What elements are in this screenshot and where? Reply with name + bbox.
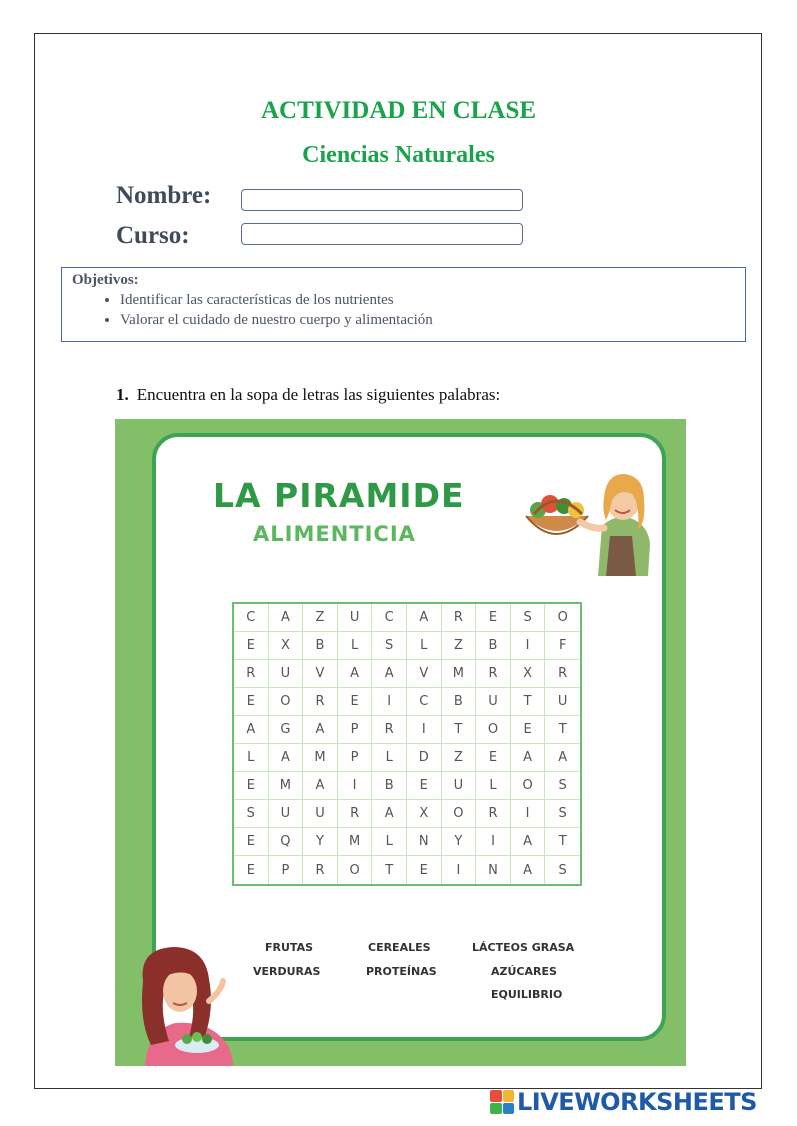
grid-cell[interactable]: N [407, 828, 442, 856]
question-number: 1. [116, 385, 129, 404]
grid-cell[interactable]: S [558, 862, 567, 878]
watermark [490, 1088, 757, 1116]
subject-title: Ciencias Naturales [302, 142, 495, 168]
objectives-box [61, 267, 746, 342]
grid-cell[interactable]: N [476, 856, 511, 884]
grid-cell[interactable]: A [372, 800, 407, 828]
word-list-item: FRUTAS [265, 941, 314, 954]
grid-cell[interactable]: E [234, 856, 269, 884]
grid-cell[interactable]: O [545, 604, 580, 632]
question-1 [116, 385, 500, 405]
grid-cell[interactable]: V [303, 660, 338, 688]
grid-cell[interactable]: A [303, 772, 338, 800]
grid-cell[interactable]: G [269, 716, 304, 744]
grid-cell[interactable]: F [545, 632, 580, 660]
grid-cell[interactable]: M [442, 660, 477, 688]
grid-cell[interactable]: Z [442, 744, 477, 772]
grid-cell[interactable]: Y [442, 828, 477, 856]
grid-cell[interactable]: U [303, 800, 338, 828]
grid-cell[interactable]: L [407, 632, 442, 660]
grid-cell[interactable]: O [511, 772, 546, 800]
grid-cell[interactable]: B [303, 632, 338, 660]
grid-cell[interactable]: U [338, 604, 373, 632]
grid-cell[interactable]: P [269, 856, 304, 884]
grid-cell[interactable]: T [442, 716, 477, 744]
grid-cell[interactable]: I [476, 828, 511, 856]
grid-cell[interactable]: X [407, 800, 442, 828]
grid-cell[interactable]: I [338, 772, 373, 800]
grid-cell[interactable]: M [269, 772, 304, 800]
grid-cell[interactable]: R [476, 800, 511, 828]
liveworksheets-logo-icon [490, 1090, 514, 1114]
grid-cell[interactable]: I [407, 716, 442, 744]
grid-cell[interactable]: T [545, 828, 580, 856]
grid-cell[interactable]: E [476, 604, 511, 632]
grid-cell[interactable]: B [476, 632, 511, 660]
objective-item: • Identificar las características de los nutrientes [120, 290, 735, 310]
grid-cell[interactable]: A [234, 716, 269, 744]
grid-cell[interactable]: U [476, 688, 511, 716]
grid-cell[interactable]: S [372, 632, 407, 660]
grid-cell[interactable]: M [303, 744, 338, 772]
grid-cell[interactable]: R [303, 688, 338, 716]
grid-cell[interactable]: I [372, 688, 407, 716]
poster-subtitle: ALIMENTICIA [253, 522, 416, 546]
grid-cell[interactable]: C [407, 688, 442, 716]
grid-cell[interactable]: Z [303, 604, 338, 632]
grid-cell[interactable]: T [545, 716, 580, 744]
word-search-poster [115, 419, 686, 1066]
grid-cell[interactable]: B [372, 772, 407, 800]
grid-cell[interactable]: L [372, 744, 407, 772]
grid-cell[interactable]: L [372, 828, 407, 856]
grid-cell[interactable]: A [545, 744, 580, 772]
grid-cell[interactable]: L [338, 632, 373, 660]
grid-cell[interactable]: S [545, 800, 580, 828]
grid-cell[interactable]: A [511, 828, 546, 856]
word-list-item: LÁCTEOS GRASA [472, 941, 575, 954]
grid-cell[interactable]: L [234, 744, 269, 772]
word-search-grid [232, 602, 582, 886]
grid-cell[interactable]: L [476, 772, 511, 800]
grid-cell[interactable]: S [545, 772, 580, 800]
grid-cell[interactable]: R [442, 604, 477, 632]
word-list-item: AZÚCARES [491, 965, 557, 978]
grid-cell[interactable]: R [234, 660, 269, 688]
grid-cell[interactable]: Z [442, 632, 477, 660]
grid-cell[interactable]: X [511, 660, 546, 688]
grid-cell[interactable]: I [511, 800, 546, 828]
grid-cell[interactable]: E [234, 632, 269, 660]
grid-cell[interactable]: O [269, 688, 304, 716]
grid-cell[interactable]: E [407, 856, 442, 884]
poster-title: LA PIRAMIDE [213, 476, 465, 515]
grid-cell[interactable]: Q [269, 828, 304, 856]
grid-cell[interactable]: A [372, 660, 407, 688]
objectives-heading: Objetivos: [72, 272, 139, 288]
grid-cell[interactable]: T [511, 688, 546, 716]
grid-cell[interactable]: X [269, 632, 304, 660]
grid-cell[interactable]: S [234, 800, 269, 828]
grid-cell[interactable]: B [442, 688, 477, 716]
woman-with-basket-illustration [520, 464, 660, 576]
grid-cell[interactable]: A [269, 744, 304, 772]
name-label: Nombre: [116, 182, 212, 209]
question-text: Encuentra en la sopa de letras las siguientes palabras: [136, 385, 501, 404]
grid-cell[interactable]: C [234, 604, 269, 632]
grid-cell[interactable]: A [511, 856, 546, 884]
grid-cell[interactable]: Y [303, 828, 338, 856]
word-list-item: VERDURAS [253, 965, 321, 978]
grid-cell[interactable]: T [372, 856, 407, 884]
girl-eating-salad-illustration [125, 941, 255, 1066]
grid-cell[interactable]: U [545, 688, 580, 716]
word-list-item: CEREALES [368, 941, 431, 954]
grid-cell[interactable]: R [303, 856, 338, 884]
course-input[interactable] [241, 223, 523, 245]
grid-cell[interactable]: O [442, 800, 477, 828]
grid-cell[interactable]: E [511, 716, 546, 744]
grid-cell[interactable]: U [269, 800, 304, 828]
page-title: ACTIVIDAD EN CLASE [260, 97, 537, 124]
grid-cell[interactable]: D [407, 744, 442, 772]
word-list-item: PROTEÍNAS [366, 965, 437, 978]
grid-cell[interactable]: A [407, 604, 442, 632]
grid-cell[interactable]: U [442, 772, 477, 800]
objectives-list [72, 290, 735, 330]
grid-cell[interactable]: R [545, 660, 580, 688]
course-label: Curso: [116, 222, 190, 249]
grid-cell[interactable]: E [338, 688, 373, 716]
grid-cell[interactable]: O [476, 716, 511, 744]
grid-cell[interactable]: E [234, 772, 269, 800]
grid-cell[interactable]: V [407, 660, 442, 688]
grid-cell[interactable]: A [303, 716, 338, 744]
grid-cell[interactable]: A [511, 744, 546, 772]
grid-cell[interactable]: R [338, 800, 373, 828]
grid-cell[interactable]: A [338, 660, 373, 688]
grid-cell[interactable]: E [234, 828, 269, 856]
watermark-text: LIVEWORKSHEETS [517, 1088, 757, 1116]
grid-cell[interactable]: P [338, 716, 373, 744]
name-input[interactable] [241, 189, 523, 211]
word-list-item: EQUILIBRIO [491, 988, 563, 1001]
grid-cell[interactable]: C [372, 604, 407, 632]
grid-cell[interactable]: P [338, 744, 373, 772]
grid-cell[interactable]: M [338, 828, 373, 856]
grid-cell[interactable]: E [407, 772, 442, 800]
grid-cell[interactable]: O [338, 856, 373, 884]
grid-cell[interactable]: I [511, 632, 546, 660]
grid-cell[interactable]: U [269, 660, 304, 688]
grid-cell[interactable]: E [476, 744, 511, 772]
grid-cell[interactable]: R [372, 716, 407, 744]
grid-cell[interactable]: R [476, 660, 511, 688]
grid-cell[interactable]: I [442, 856, 477, 884]
grid-cell[interactable]: A [269, 604, 304, 632]
objective-item: • Valorar el cuidado de nuestro cuerpo y alimentación [120, 310, 735, 330]
grid-cell[interactable]: S [511, 604, 546, 632]
grid-cell[interactable]: E [234, 688, 269, 716]
